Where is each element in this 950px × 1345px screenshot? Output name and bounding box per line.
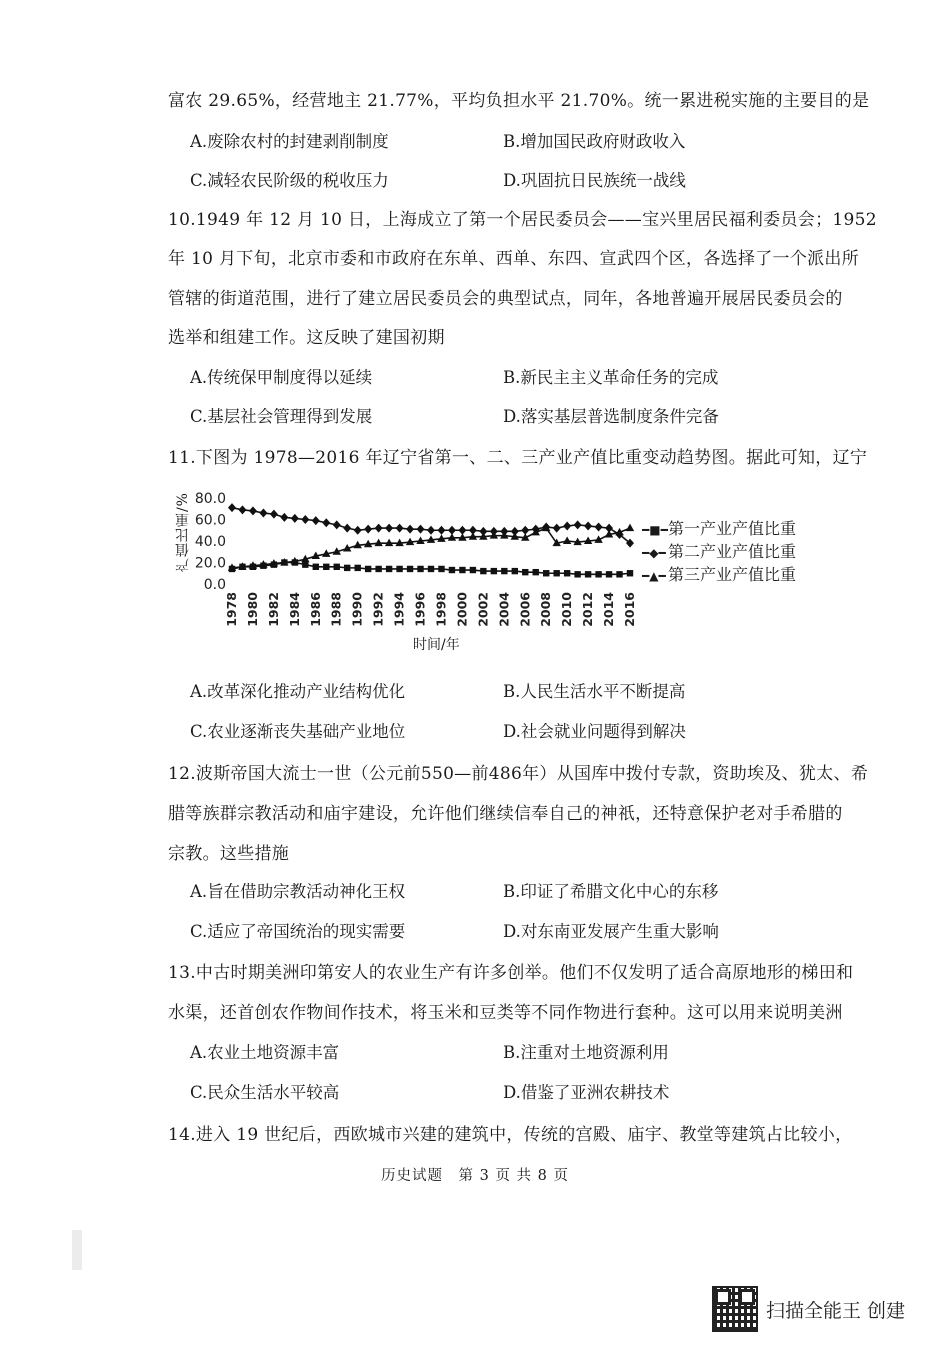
q9-option-d: D.巩固抗日民族统一战线 [503,171,686,190]
q11-option-d: D.社会就业问题得到解决 [503,722,686,741]
data-point-square [470,567,476,573]
data-point-diamond [396,524,404,533]
data-point-square [491,568,497,574]
data-point-square [428,566,434,572]
q10-stem-line4: 选举和组建工作。这反映了建国初期 [168,328,445,348]
data-point-diamond [385,524,393,533]
data-point-square [553,570,559,576]
data-point-diamond [322,518,330,527]
x-tick-label: 1982 [265,592,281,627]
x-tick-label: 2000 [454,592,470,627]
q11-option-c: C.农业逐渐丧失基础产业地位 [190,722,406,741]
data-point-square [438,566,444,572]
data-point-square [417,566,423,572]
q10-option-b: B.新民主主义革命任务的完成 [503,368,719,387]
x-tick-label: 2004 [496,592,512,627]
x-tick-label: 1994 [391,592,407,627]
data-point-square [365,566,371,572]
x-tick-label: 1998 [433,592,449,627]
data-point-diamond [270,510,278,519]
legend-item-primary [642,516,796,539]
qr-code-icon [712,1286,758,1332]
data-point-square [323,564,329,570]
q13-stem-line2: 水渠，还首创农作物间作技术，将玉米和豆类等不同作物进行套种。这可以用来说明美洲 [168,1003,843,1023]
data-point-diamond [574,520,582,529]
data-point-diamond [584,521,592,530]
legend-item-tertiary [642,562,796,585]
data-point-diamond [595,523,603,532]
x-tick-label: 1988 [328,592,344,627]
q9-option-c: C.减轻农民阶级的税收压力 [190,171,389,190]
y-tick-label: 0.0 [203,577,226,593]
x-tick-label: 1984 [286,592,302,627]
data-point-diamond [312,516,320,525]
data-point-square [606,571,612,577]
legend-label-secondary: 第二产业产值比重 [668,542,797,561]
x-tick-label: 2014 [601,592,617,627]
y-tick-label: 80.0 [194,491,226,507]
data-point-square [616,571,622,577]
data-point-diamond [333,520,341,529]
data-point-diamond [553,524,561,533]
page-footer: 历史试题 第 3 页 共 8 页 [381,1168,569,1184]
data-point-square [407,566,413,572]
q10-option-a: A.传统保甲制度得以延续 [190,368,373,387]
data-point-square [543,570,549,576]
scanner-watermark [712,1286,905,1332]
data-point-diamond [343,524,351,533]
q13-option-b: B.注重对土地资源利用 [503,1043,669,1062]
q12-stem-line2: 腊等族群宗教活动和庙宇建设，允许他们继续信奉自己的神祇，还特意保护老对手希腊的 [168,804,843,824]
data-point-square [533,569,539,575]
data-point-triangle [626,524,634,532]
data-point-diamond [375,524,383,533]
x-tick-label: 1992 [370,592,386,627]
q11-stem: 11.下图为 1978—2016 年辽宁省第一、二、三产业产值比重变动趋势图。据此可知，辽宁 [168,448,868,468]
diamond-marker-icon: ━◆━ [642,546,666,560]
data-point-diamond [259,509,267,518]
q10-stem-line1: 10.1949 年 12 月 10 日，上海成立了第一个居民委员会——宝兴里居民福利委员会；1952 [168,210,877,230]
data-point-diamond [563,521,571,530]
q13-stem-line1: 13.中古时期美洲印第安人的农业生产有许多创举。他们不仅发明了适合高原地形的梯田和 [168,963,854,983]
x-tick-label: 2016 [622,592,637,627]
data-point-diamond [417,525,425,534]
chart-x-axis-title: 时间/年 [413,637,460,653]
data-point-square [302,561,308,567]
data-point-triangle [563,537,571,545]
chart-y-axis-title: 产值比重/% [175,492,191,573]
q12-stem-line1: 12.波斯帝国大流士一世（公元前550—前486年）从国库中拨付专款，资助埃及、犹太、希 [168,764,869,784]
y-tick-label: 40.0 [194,534,226,550]
q10-option-c: C.基层社会管理得到发展 [190,407,373,426]
data-point-diamond [406,525,414,534]
data-point-diamond [249,506,257,515]
x-tick-label: 2002 [475,592,491,627]
data-point-square [501,568,507,574]
x-tick-label: 2012 [580,592,596,627]
data-point-square [386,566,392,572]
data-point-diamond [238,505,246,514]
data-point-square [595,571,601,577]
x-tick-label: 1980 [244,592,260,627]
q9-option-b: B.增加国民政府财政收入 [503,132,686,151]
q9-option-a: A.废除农村的封建剥削制度 [190,132,389,151]
q10-option-d: D.落实基层普选制度条件完备 [503,407,719,426]
q10-stem-line3: 管辖的街道范围，进行了建立居民委员会的典型试点，同年，各地普遍开展居民委员会的 [168,289,843,309]
data-point-square [396,566,402,572]
q11-option-a: A.改革深化推动产业结构优化 [190,682,406,701]
data-point-square [564,570,570,576]
q12-option-c: C.适应了帝国统治的现实需要 [190,922,406,941]
data-point-square [313,564,319,570]
data-point-square [354,565,360,571]
q13-option-a: A.农业土地资源丰富 [190,1043,340,1062]
data-point-diamond [427,526,435,535]
legend-label-tertiary: 第三产业产值比重 [668,565,797,584]
data-point-diamond [228,503,236,512]
data-point-diamond [301,515,309,524]
data-point-square [459,567,465,573]
q12-option-d: D.对东南亚发展产生重大影响 [503,922,719,941]
triangle-marker-icon: ━▲━ [642,569,666,583]
q11-option-b: B.人民生活水平不断提高 [503,682,686,701]
data-point-square [574,571,580,577]
legend-label-primary: 第一产业产值比重 [668,519,797,538]
data-point-square [344,565,350,571]
data-point-square [480,568,486,574]
data-point-square [375,566,381,572]
x-tick-label: 2006 [517,592,533,627]
data-point-diamond [437,526,445,535]
data-point-square [522,569,528,575]
y-tick-label: 20.0 [194,555,226,572]
data-point-diamond [291,514,299,523]
x-tick-label: 2008 [538,592,554,627]
data-point-diamond [364,525,372,534]
square-marker-icon: ━■━ [642,523,668,537]
q14-stem-line1: 14.进入 19 世纪后，西欧城市兴建的建筑中，传统的宫殿、庙宇、教堂等建筑占比较小， [168,1125,853,1145]
q9-stem: 富农 29.65%，经营地主 21.77%，平均负担水平 21.70%。统一累进税实施的主要目的是 [168,91,870,111]
data-point-diamond [354,526,362,535]
data-point-square [334,564,340,570]
x-tick-label: 1978 [224,592,239,627]
q12-option-b: B.印证了希腊文化中心的东移 [503,882,719,901]
legend-item-secondary [642,539,796,562]
q12-stem-line3: 宗教。这些措施 [168,844,290,864]
data-point-diamond [280,513,288,522]
q13-option-c: C.民众生活水平较高 [190,1083,340,1102]
x-tick-label: 1996 [412,592,428,627]
q12-option-a: A.旨在借助宗教活动神化王权 [190,882,406,901]
data-point-square [449,567,455,573]
data-point-square [585,571,591,577]
data-point-square [512,568,518,574]
y-tick-label: 60.0 [194,512,226,529]
data-point-square [627,570,633,576]
q10-stem-line2: 年 10 月下旬，北京市委和市政府在东单、西单、东四、宣武四个区，各选择了一个派出所 [168,249,860,269]
scan-shadow [72,1230,82,1270]
x-tick-label: 1990 [349,592,365,627]
q13-option-d: D.借鉴了亚洲农耕技术 [503,1083,670,1102]
x-tick-label: 1986 [307,592,323,627]
x-tick-label: 2010 [559,592,575,627]
watermark-label: 扫描全能王 创建 [766,1299,906,1322]
